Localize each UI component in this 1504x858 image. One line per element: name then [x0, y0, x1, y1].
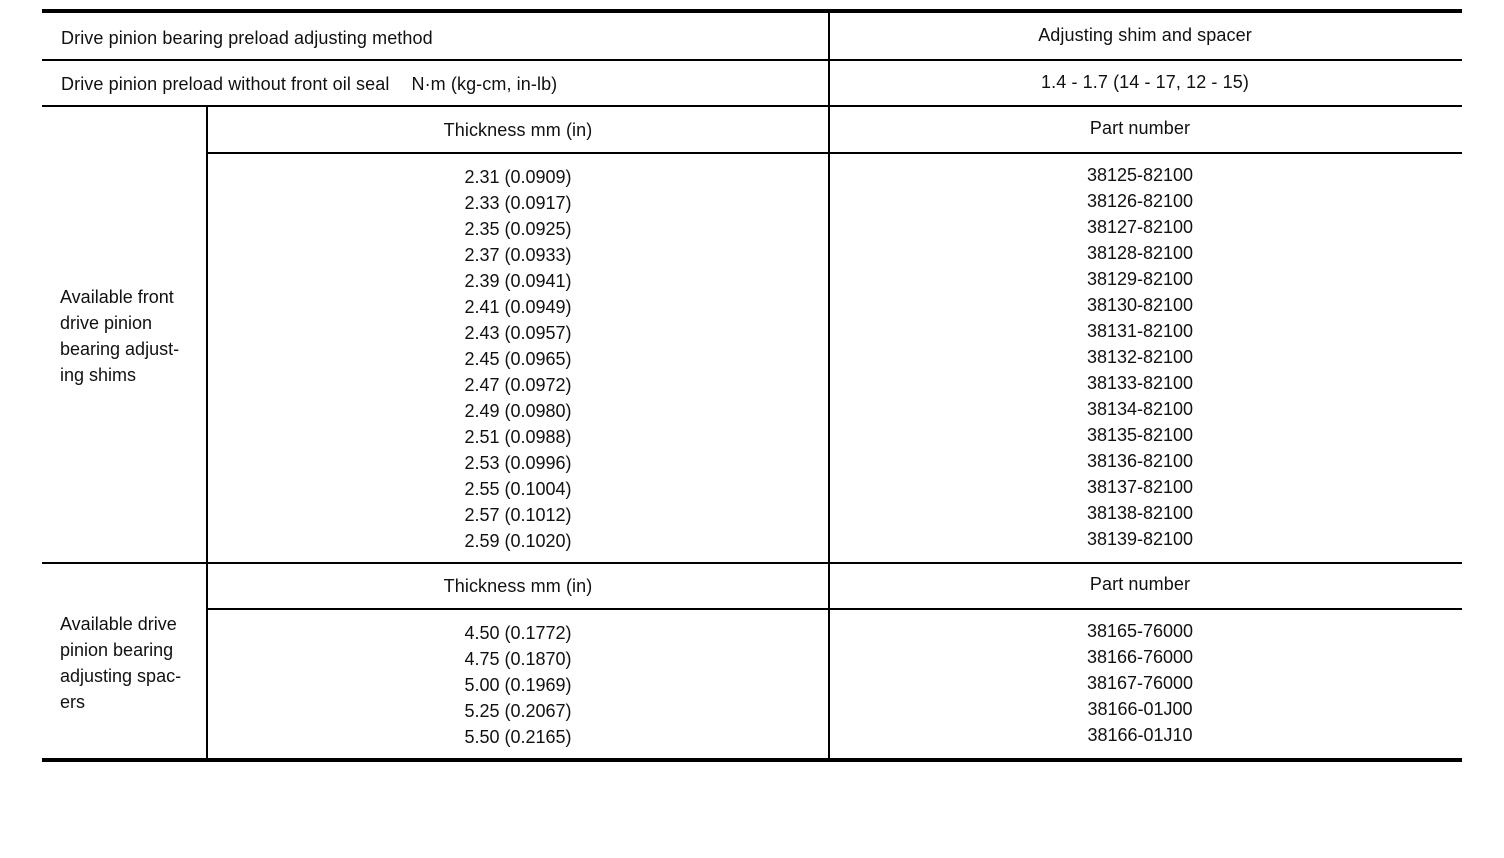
spacer-part-number-cell: 38166-01J10	[1087, 725, 1193, 745]
shim-thickness-cell: 2.51 (0.0988)	[464, 427, 572, 447]
section-divider-spacers	[42, 562, 1462, 564]
shim-part-number-cell: 38136-82100	[1086, 451, 1194, 471]
spacer-part-number-cell: 38165-76000	[1086, 621, 1194, 641]
spacers-thickness-header: Thickness mm (in)	[443, 576, 593, 596]
shim-thickness-cell: 2.37 (0.0933)	[464, 245, 572, 265]
spacer-thickness-cell: 4.75 (0.1870)	[464, 649, 572, 669]
shim-part-number-cell: 38129-82100	[1086, 269, 1194, 289]
shim-part-number-cell: 38125-82100	[1086, 165, 1194, 185]
shim-thickness-cell: 2.35 (0.0925)	[464, 219, 572, 239]
shim-thickness-cell: 2.39 (0.0941)	[464, 271, 572, 291]
shim-part-number-cell: 38128-82100	[1086, 243, 1194, 263]
shim-part-number-cell: 38134-82100	[1086, 399, 1194, 419]
shim-part-number-cell: 38139-82100	[1086, 529, 1194, 549]
shim-part-number-cell: 38135-82100	[1086, 425, 1194, 445]
shim-thickness-cell: 2.49 (0.0980)	[464, 401, 572, 421]
spacer-thickness-cell: 4.50 (0.1772)	[464, 623, 572, 643]
shim-part-number-cell: 38127-82100	[1086, 217, 1194, 237]
spacers-part-header: Part number	[1089, 574, 1191, 594]
shim-thickness-cell: 2.41 (0.0949)	[464, 297, 572, 317]
spacer-thickness-cell: 5.00 (0.1969)	[464, 675, 572, 695]
method-value: Adjusting shim and spacer	[1038, 25, 1252, 45]
shim-part-number-cell: 38137-82100	[1086, 477, 1194, 497]
shim-thickness-cell: 2.53 (0.0996)	[464, 453, 572, 473]
shims-thickness-header: Thickness mm (in)	[443, 120, 593, 140]
row-divider-method	[42, 59, 1462, 61]
shim-thickness-cell: 2.31 (0.0909)	[464, 167, 572, 187]
shim-part-number-cell: 38132-82100	[1086, 347, 1194, 367]
table-top-border	[42, 9, 1462, 13]
row-divider-preload	[42, 105, 1462, 107]
spacers-thickness-list	[208, 620, 828, 750]
table-bottom-border	[42, 758, 1462, 762]
spacers-section-label: Available drive pinion bearing adjusting spac- ers	[60, 614, 182, 712]
method-label: Drive pinion bearing preload adjusting method	[61, 28, 433, 48]
preload-label-text: Drive pinion preload without front oil seal	[61, 74, 390, 94]
spacer-thickness-cell: 5.25 (0.2067)	[464, 701, 572, 721]
preload-value: 1.4 - 1.7 (14 - 17, 12 - 15)	[1041, 72, 1249, 92]
shim-thickness-cell: 2.33 (0.0917)	[464, 193, 572, 213]
spacer-thickness-cell: 5.50 (0.2165)	[464, 727, 572, 747]
shim-part-number-cell: 38133-82100	[1086, 373, 1194, 393]
shim-header-divider	[208, 152, 1462, 154]
spacers-part-number-list	[830, 618, 1450, 748]
shims-thickness-list	[208, 164, 828, 554]
spacer-part-number-cell: 38166-01J00	[1087, 699, 1193, 719]
shim-part-number-cell: 38126-82100	[1086, 191, 1194, 211]
preload-label	[61, 74, 557, 94]
shims-section-label: Available front drive pinion bearing adjust- ing shims	[60, 287, 180, 385]
shim-thickness-cell: 2.43 (0.0957)	[464, 323, 572, 343]
shim-thickness-cell: 2.55 (0.1004)	[464, 479, 572, 499]
preload-unit: N·m (kg-cm, in-lb)	[411, 74, 558, 94]
spacer-header-divider	[208, 608, 1462, 610]
shim-part-number-cell: 38130-82100	[1086, 295, 1194, 315]
shim-thickness-cell: 2.47 (0.0972)	[464, 375, 572, 395]
shims-part-header: Part number	[1089, 118, 1191, 138]
shim-thickness-cell: 2.59 (0.1020)	[464, 531, 572, 551]
shim-thickness-cell: 2.45 (0.0965)	[464, 349, 572, 369]
shim-part-number-cell: 38131-82100	[1086, 321, 1194, 341]
spacer-part-number-cell: 38167-76000	[1086, 673, 1194, 693]
shims-part-number-list	[830, 162, 1450, 552]
shim-part-number-cell: 38138-82100	[1086, 503, 1194, 523]
shim-thickness-cell: 2.57 (0.1012)	[464, 505, 572, 525]
spacer-part-number-cell: 38166-76000	[1086, 647, 1194, 667]
